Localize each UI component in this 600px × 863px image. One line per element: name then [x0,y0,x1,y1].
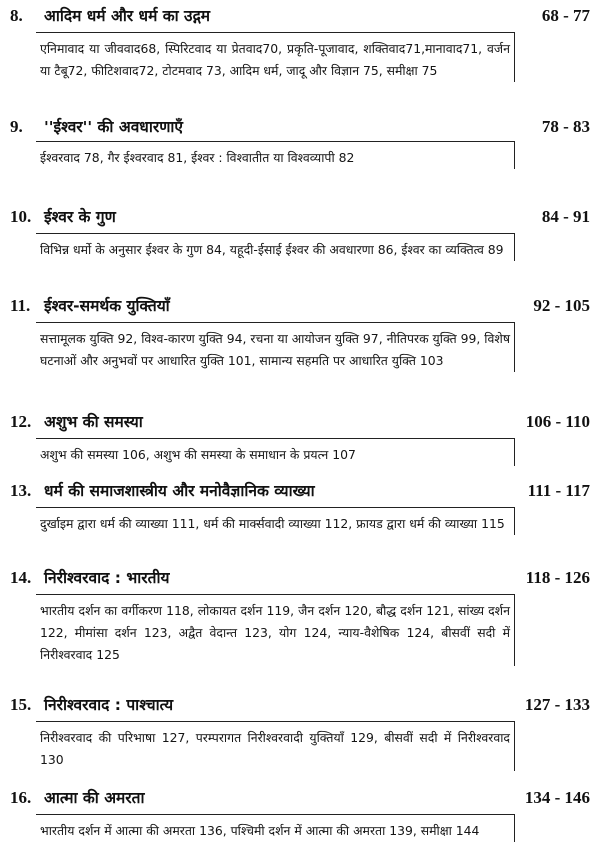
chapter-topics: भारतीय दर्शन का वर्गीकरण 118, लोकायत दर्शन 119, जैन दर्शन 120, बौद्ध दर्शन 121, सांख्य दर्शन 122, मीमांसा दर्शन 123, अद्वैत वेदान्त 123, योग 124, न्याय-वैशेषिक 124, बीसवीं सदी में निरीश्वरवाद 125 [40,603,510,662]
chapter-title: आत्मा की अमरता [44,789,145,807]
chapter-topics-box [36,814,515,842]
chapter-page-range: 111 - 117 [527,481,590,500]
toc-entry-heading [0,693,600,717]
chapter-topics: निरीश्वरवाद की परिभाषा 127, परम्परागत निरीश्वरवादी युक्तियाँ 129, बीसवीं सदी में निरीश्वरवाद 130 [40,730,510,767]
chapter-topics-box [36,438,515,466]
chapter-page-range: 68 - 77 [541,6,590,25]
chapter-number: 11. [10,296,31,315]
chapter-page-range: 106 - 110 [525,412,590,431]
chapter-page-range: 118 - 126 [525,568,590,587]
chapter-topics: दुर्खाइम द्वारा धर्म की व्याख्या 111, धर्म की मार्क्सवादी व्याख्या 112, फ्रायड द्वारा धर्म की व्याख्या 115 [40,516,505,531]
toc-entry [0,294,600,368]
chapter-topics-box [36,721,515,771]
toc-entry [0,566,600,662]
toc-entry [0,410,600,462]
chapter-topics-box [36,594,515,666]
chapter-topics: सत्तामूलक युक्ति 92, विश्व-कारण युक्ति 94, रचना या आयोजन युक्ति 97, नीतिपरक युक्ति 99, विशेष घटनाओं और अनुभवों पर आधारित युक्ति 101, सामान्य सहमति पर आधारित युक्ति 103 [40,331,510,368]
chapter-title: निरीश्वरवाद : भारतीय [44,569,170,587]
chapter-page-range: 127 - 133 [524,695,590,714]
chapter-title: अशुभ की समस्या [44,413,143,431]
chapter-number: 13. [10,481,32,500]
chapter-number: 14. [10,568,32,587]
toc-entry-heading [0,410,600,434]
toc-entry-heading [0,566,600,590]
chapter-title: धर्म की समाजशास्त्रीय और मनोवैज्ञानिक व्याख्या [44,482,315,500]
toc-entry-heading [0,205,600,229]
chapter-number: 8. [10,6,23,25]
chapter-topics-box [36,32,515,82]
chapter-title: निरीश्वरवाद : पाश्चात्य [44,696,174,714]
chapter-topics-box [36,233,515,261]
chapter-number: 9. [10,117,23,136]
chapter-topics-box [36,507,515,535]
chapter-topics-box [36,141,515,169]
toc-entry [0,115,600,165]
chapter-topics: एनिमावाद या जीववाद68, स्पिरिटवाद या प्रेतवाद70, प्रकृति-पूजावाद, शक्तिवाद71,मानावाद71, वर्जन या टैबू72, फीटिशवाद72, टोटमवाद 73, आदिम धर्म, जादू और विज्ञान 75, समीक्षा 75 [40,41,510,78]
toc-entry-heading [0,786,600,810]
chapter-title: ईश्वर-समर्थक युक्तियाँ [44,297,170,315]
toc-entry [0,205,600,257]
chapter-topics-box [36,322,515,372]
chapter-title: ''ईश्वर'' की अवधारणाएँ [44,118,183,136]
chapter-title: ईश्वर के गुण [44,208,116,226]
toc-entry [0,479,600,531]
chapter-topics: ईश्वरवाद 78, गैर ईश्वरवाद 81, ईश्वर : विश्वातीत या विश्वव्यापी 82 [40,150,355,165]
chapter-page-range: 84 - 91 [541,207,590,226]
toc-entry-heading [0,479,600,503]
toc-entry-heading [0,115,600,139]
chapter-number: 15. [10,695,32,714]
chapter-topics: अशुभ की समस्या 106, अशुभ की समस्या के समाधान के प्रयत्न 107 [40,447,356,462]
toc-entry-heading [0,4,600,28]
chapter-number: 12. [10,412,32,431]
toc-entry [0,786,600,838]
chapter-number: 10. [10,207,32,226]
chapter-page-range: 134 - 146 [524,788,590,807]
chapter-title: आदिम धर्म और धर्म का उद्गम [44,7,211,25]
toc-entry-heading [0,294,600,318]
toc-entry [0,4,600,78]
chapter-topics: विभिन्न धर्मो के अनुसार ईश्वर के गुण 84, यहूदी-ईसाई ईश्वर की अवधारणा 86, ईश्वर का व्यक्तित्व 89 [40,242,504,257]
chapter-page-range: 92 - 105 [533,296,590,315]
toc-entry [0,693,600,767]
chapter-number: 16. [10,788,32,807]
chapter-topics: भारतीय दर्शन में आत्मा की अमरता 136, पश्चिमी दर्शन में आत्मा की अमरता 139, समीक्षा 144 [40,823,480,838]
chapter-page-range: 78 - 83 [541,117,590,136]
